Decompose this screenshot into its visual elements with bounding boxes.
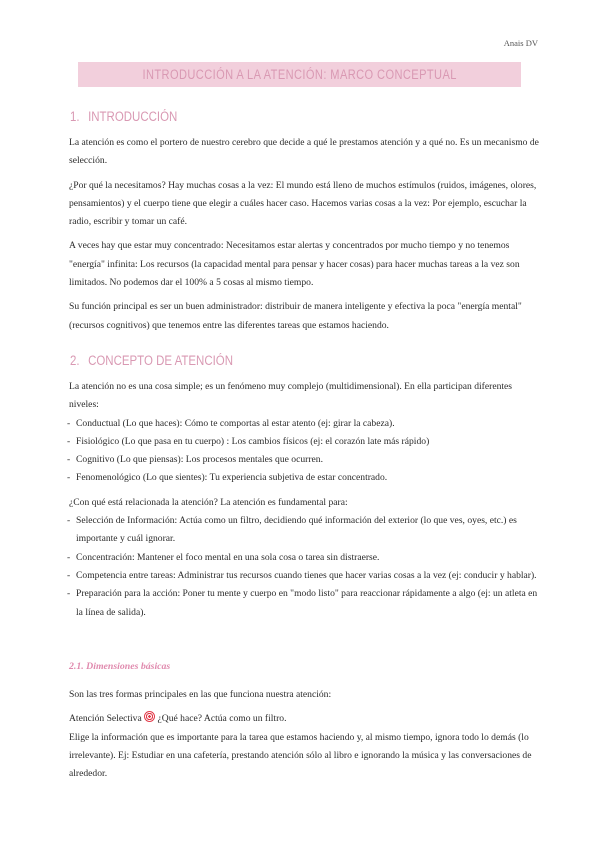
item-description: Elige la información que es importante para la tarea que estamos haciendo y, al mismo tiempo, ignora todo lo demás (lo irrelevante). Ej: Estudiar en una cafetería, prestando atención sólo al libro e ignorando la música y las conversaciones de alrededor.: [69, 731, 532, 780]
item-title-question: ¿Qué hace? Actúa como un filtro.: [157, 713, 287, 725]
section-2-body: [69, 378, 544, 622]
title-banner: [78, 62, 521, 87]
section-2-intro: La atención no es una cosa simple; es un fenómeno muy complejo (multidimensional). En ella participan diferentes niveles:: [69, 381, 513, 411]
list-item: - Conductual (Lo que haces): Cómo te comportas al estar atento (ej: girar la cabeza).: [69, 415, 544, 433]
document-title: INTRODUCCIÓN A LA ATENCIÓN: MARCO CONCEPTUAL: [142, 67, 457, 82]
item-title: [69, 710, 544, 728]
list-item: - Fenomenológico (Lo que sientes): Tu experiencia subjetiva de estar concentrado.: [69, 469, 544, 487]
paragraph: Su función principal es ser un buen administrador: distribuir de manera inteligente y efectiva la poca "energía mental" (recursos cognitivos) que tenemos entre las diferentes tareas que estamos haciendo.: [69, 301, 522, 331]
list-item: - Concentración: Mantener el foco mental en una sola cosa o tarea sin distraerse.: [69, 549, 544, 567]
list-item: - Fisiológico (Lo que pasa en tu cuerpo) : Los cambios físicos (ej: el corazón late más rápido): [69, 433, 544, 451]
list-item: - Cognitivo (Lo que piensas): Los procesos mentales que ocurren.: [69, 451, 544, 469]
paragraph: ¿Por qué la necesitamos? Hay muchas cosas a la vez: El mundo está lleno de muchos estímulos (ruidos, imágenes, olores, pensamientos) y el cuerpo tiene que elegir a cuáles hacer caso. Hacemos varias cosas a la vez: Por ejemplo, escuchar la radio, escribir y tomar un café.: [69, 179, 537, 228]
related-list: [69, 512, 544, 622]
paragraph: La atención es como el portero de nuestro cerebro que decide a qué le prestamos atención y a qué no. Es un mecanismo de selección.: [69, 137, 539, 167]
section-2-title: CONCEPTO DE ATENCIÓN: [88, 353, 234, 368]
levels-list: [69, 415, 544, 488]
section-1-heading: [70, 109, 177, 124]
item-title-name: Atención Selectiva: [69, 713, 142, 725]
subsection-intro: Son las tres formas principales en las que funciona nuestra atención:: [69, 689, 332, 700]
section-2-number: 2.: [70, 353, 80, 368]
subsection-2-1-body: [69, 686, 544, 783]
list-item: - Selección de Información: Actúa como un filtro, decidiendo qué información del exterior (lo que ves, oyes, etc.) es importante y cuál ignorar.: [69, 512, 544, 549]
related-intro: ¿Con qué está relacionada la atención? La atención es fundamental para:: [69, 496, 348, 508]
section-2-heading: [70, 353, 233, 368]
list-item: - Preparación para la acción: Poner tu mente y cuerpo en "modo listo" para reaccionar rápidamente a algo (ej: un atleta en la línea de salida).: [69, 585, 544, 622]
paragraph: A veces hay que estar muy concentrado: Necesitamos estar alertas y concentrados por mucho tiempo y no tenemos "energía" infinita: Los recursos (la capacidad mental para pensar y hacer cosas) para hacer muchas tareas a la vez son limitados. No podemos dar el 100% a 5 cosas al mismo tiempo.: [69, 240, 520, 289]
target-icon: [144, 711, 155, 722]
section-1-title: INTRODUCCIÓN: [88, 109, 178, 124]
subsection-2-1-heading: 2.1. Dimensiones básicas: [69, 661, 171, 672]
list-item: - Competencia entre tareas: Administrar tus recursos cuando tienes que hacer varias cosas a la vez (ej: conducir y hablar).: [69, 567, 544, 585]
author-name: Anais DV: [503, 38, 538, 48]
section-1-body: [69, 134, 544, 335]
section-1-number: 1.: [70, 109, 80, 124]
